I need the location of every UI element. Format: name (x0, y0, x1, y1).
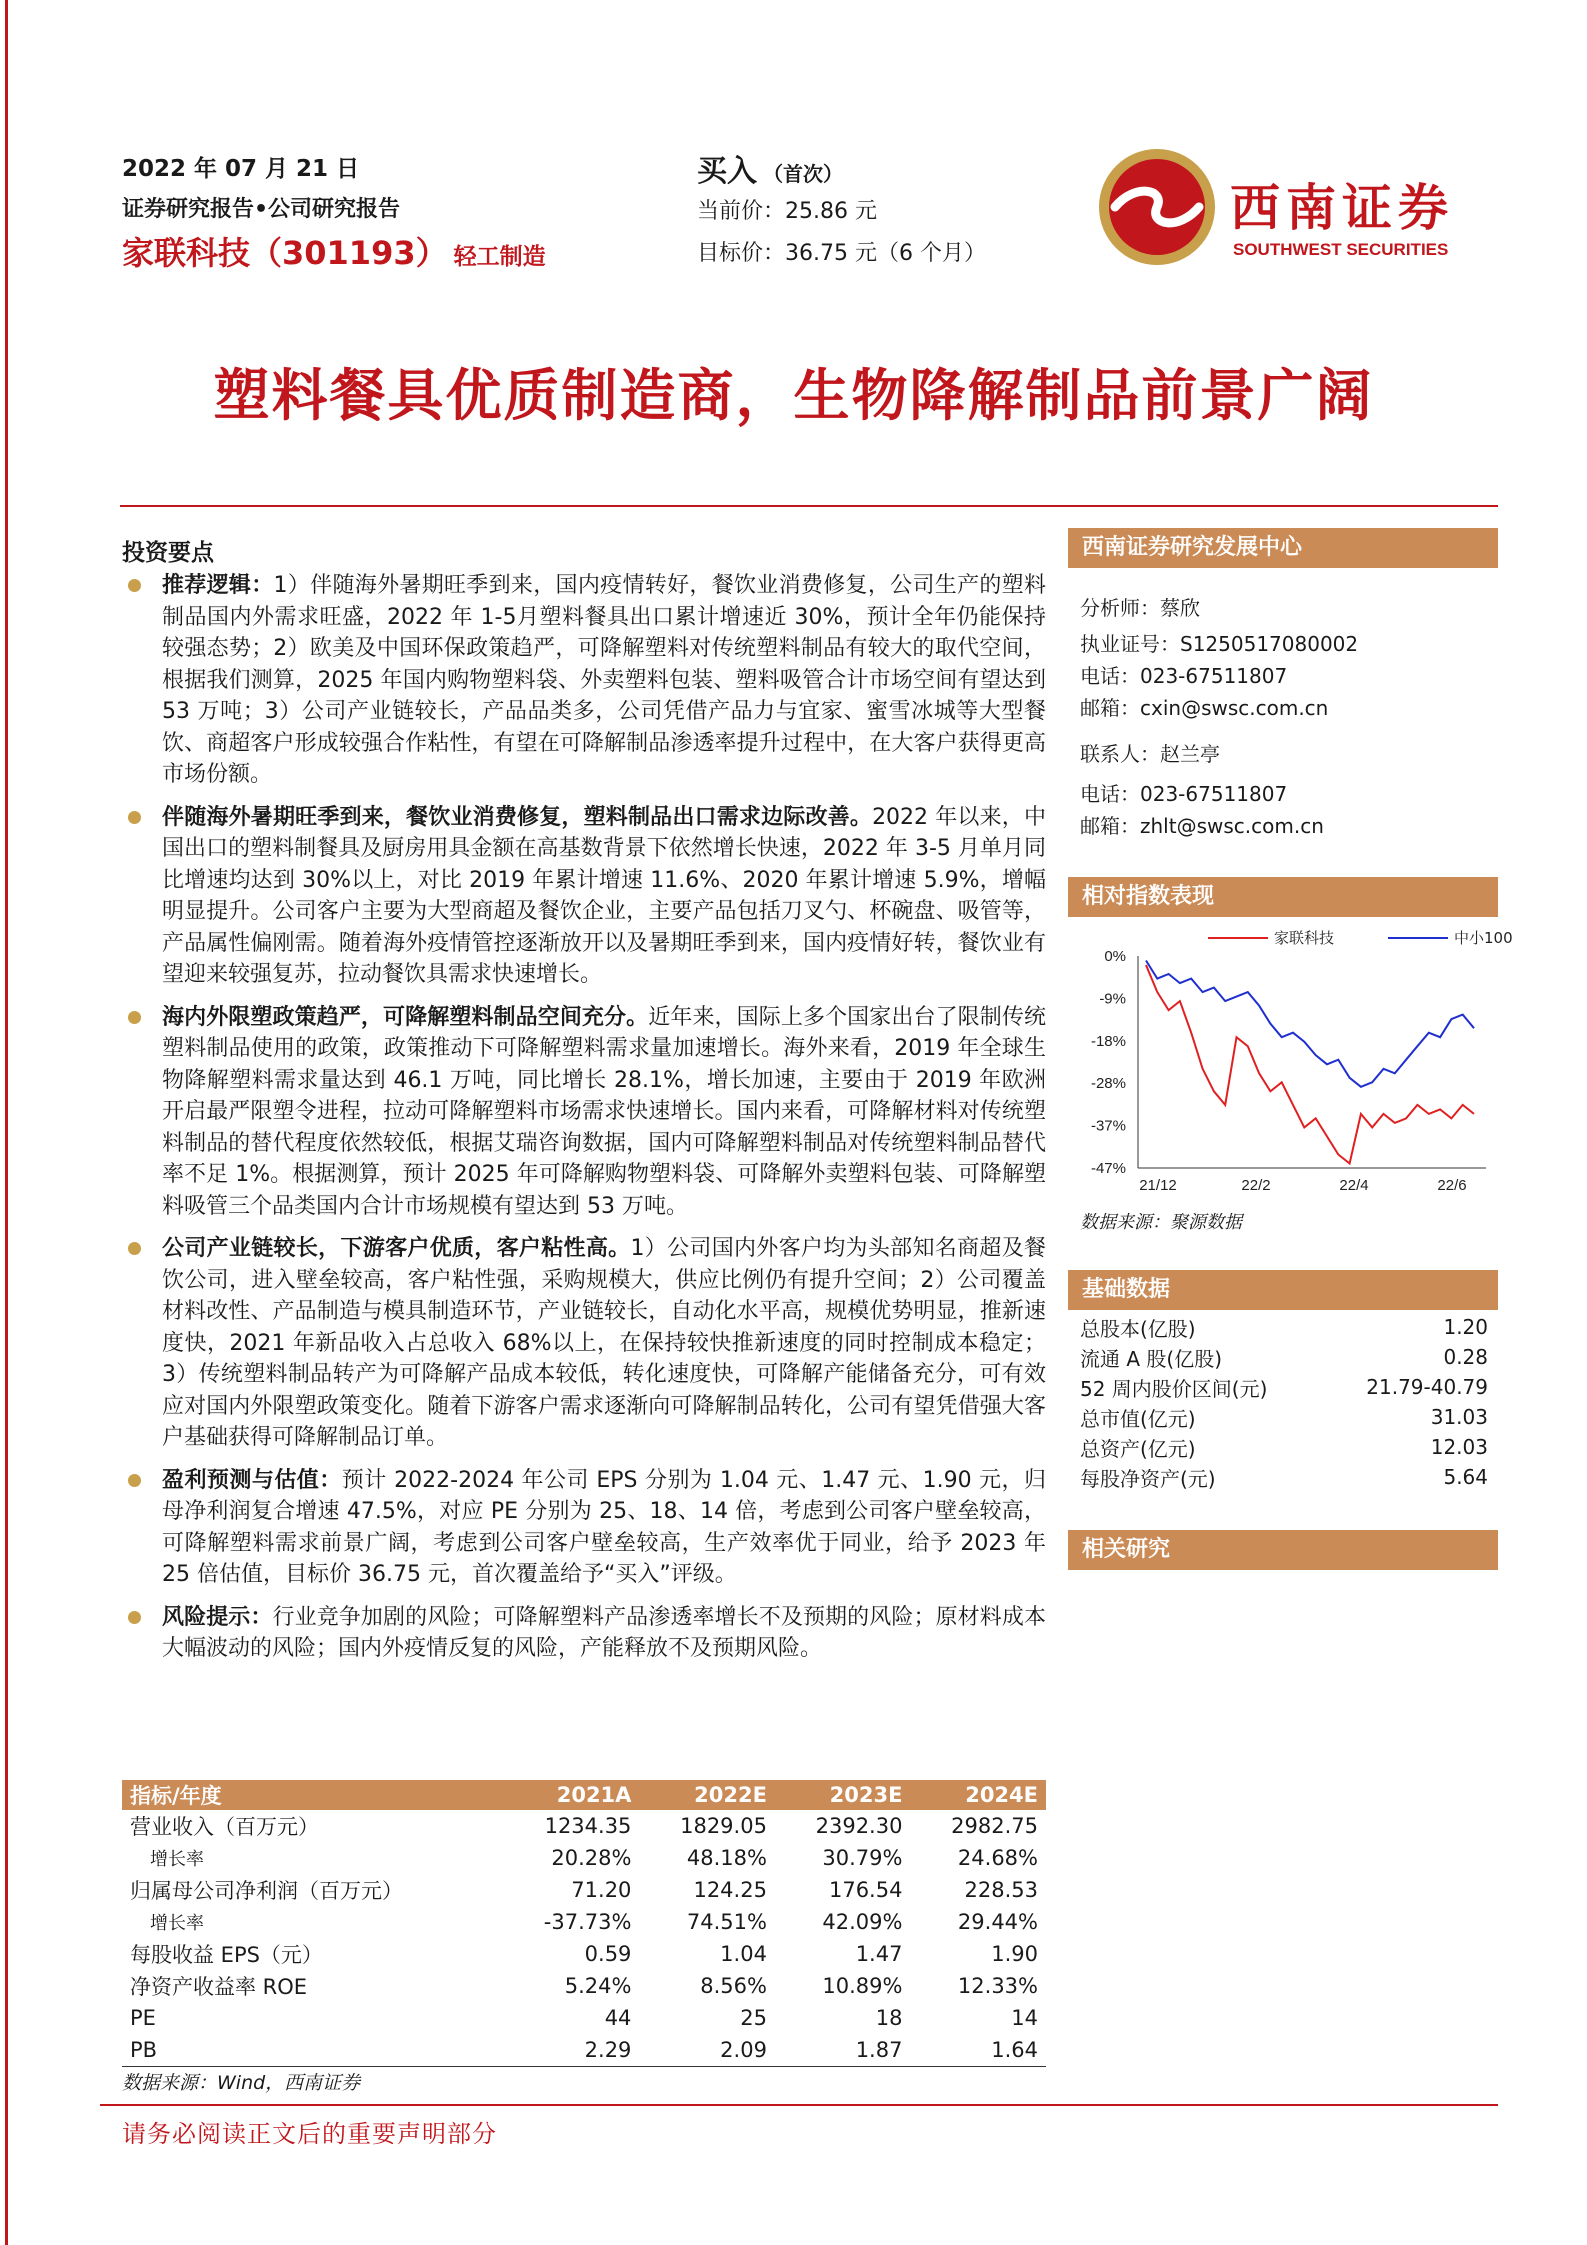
related-research-heading: 相关研究 (1068, 1530, 1498, 1570)
rating-value: 买入 (697, 154, 757, 189)
row-value: 42.09% (822, 1910, 903, 1934)
row-value: 8.56% (700, 1974, 767, 1998)
row-label: 每股收益 EPS（元） (130, 1943, 323, 1967)
basic-data-label: 总股本(亿股) (1080, 1316, 1196, 1341)
basic-data-value: 31.03 (1430, 1405, 1488, 1429)
chart-source-note: 数据来源：聚源数据 (1080, 1212, 1242, 1233)
row-value: 0.59 (584, 1942, 632, 1966)
basic-data-value: 12.03 (1430, 1435, 1488, 1459)
row-label: 净资产收益率 ROE (130, 1975, 308, 1999)
row-value: 1.90 (991, 1942, 1038, 1966)
chart-legend-label: 家联科技 (1274, 929, 1335, 947)
row-value: 176.54 (828, 1878, 903, 1902)
table-header-cell: 2024E (910, 1780, 1046, 1810)
footer-disclaimer: 请务必阅读正文后的重要声明部分 (122, 2120, 497, 2148)
table-row (122, 2002, 1046, 2034)
footer-divider (100, 2104, 1498, 2106)
key-point-3: 海内外限塑政策趋严，可降解塑料制品空间充分。近年来，国际上多个国家出台了限制传统塑料制品使用的政策，政策推动下可降解塑料需求量加速增长。海外来看，2019 年全球生物降解塑料需求量达到 46.1 万吨，同比增长 28.1%，增长加速，主要由于 2019 年欧洲开启最严限塑令进程，拉动可降解塑料市场需求快速增长。国内来看，可降解材料对传统塑料制品的替代程度依然较低，根据艾瑞咨询数据，国内可降解塑料制品对传统塑料制品替代率不足 1%。根据测算，预计 2025 年可降解购物塑料袋、可降解外卖塑料包装、可降解塑料吸管三个品类国内合计市场规模有望达到 53 万吨。 (122, 1002, 1046, 1223)
contact-phone: 电话：023-67511807 (1080, 782, 1288, 806)
target-price: 目标价：36.75 元（6 个月） (697, 241, 986, 266)
row-value: 25 (740, 2006, 767, 2030)
title-divider (120, 505, 1498, 507)
row-value: 24.68% (957, 1846, 1038, 1870)
bullet-dot-icon (128, 1011, 141, 1024)
row-value: 48.18% (686, 1846, 767, 1870)
forecast-table (122, 1780, 1046, 2067)
table-header-cell: 指标/年度 (122, 1780, 503, 1810)
relative-index-heading: 相对指数表现 (1068, 877, 1498, 917)
table-source-note: 数据来源：Wind，西南证券 (122, 2072, 361, 2094)
row-value: 1.64 (910, 2034, 1046, 2067)
row-value: 30.79% (822, 1846, 903, 1870)
chart-series-line (1146, 965, 1474, 1164)
basic-data-value: 0.28 (1443, 1345, 1488, 1369)
row-value: 2392.30 (815, 1814, 903, 1838)
row-label: PB (122, 2034, 503, 2067)
row-value: 1829.05 (680, 1814, 767, 1838)
basic-data-row (1080, 1402, 1488, 1432)
row-value: 1.87 (775, 2034, 911, 2067)
basic-data-label: 流通 A 股(亿股) (1080, 1346, 1223, 1371)
basic-data-row (1080, 1342, 1488, 1372)
row-value: 20.28% (551, 1846, 632, 1870)
chart-y-tick-label: 0% (1104, 948, 1126, 965)
row-value: 10.89% (822, 1974, 903, 1998)
key-point-6: 风险提示：行业竞争加剧的风险；可降解塑料产品渗透率增长不及预期的风险；原材料成本大幅波动的风险；国内外疫情反复的风险，产能释放不及预期风险。 (122, 1602, 1046, 1665)
row-value: 71.20 (571, 1878, 632, 1902)
chart-y-tick-label: -18% (1090, 1032, 1126, 1050)
basic-data-label: 52 周内股价区间(元) (1080, 1376, 1268, 1401)
chart-x-tick-label: 22/2 (1241, 1177, 1271, 1194)
analyst-license: 执业证号：S1250517080002 (1080, 632, 1359, 656)
chart-y-tick-label: -28% (1090, 1075, 1126, 1093)
industry-label: 轻工制造 (453, 244, 546, 270)
table-header-cell: 2023E (775, 1780, 911, 1810)
table-row (122, 1938, 1046, 1970)
row-value: 124.25 (693, 1878, 767, 1902)
row-value: 1.04 (720, 1942, 767, 1966)
key-point-2: 伴随海外暑期旺季到来，餐饮业消费修复，塑料制品出口需求边际改善。2022 年以来，中国出口的塑料制餐具及厨房用具金额在高基数背景下依然增长快速，2022 年 3-5 月单月同比增速均达到 30%以上，对比 2019 年累计增速 11.6%、2020 年累计增速 5.9%，增幅明显提升。公司客户主要为大型商超及餐饮企业，主要产品包括刀叉勺、杯碗盘、吸管等，产品属性偏刚需。随着海外疫情管控逐渐放开以及暑期旺季到来，国内疫情好转，餐饮业有望迎来较强复苏，拉动餐饮具需求快速增长。 (122, 802, 1046, 991)
row-value: 2982.75 (951, 1814, 1038, 1838)
row-label: 增长率 (150, 1849, 204, 1870)
chart-y-tick-label: -37% (1090, 1117, 1126, 1135)
chart-legend-label: 中小100 (1454, 929, 1513, 947)
row-value: -37.73% (543, 1910, 632, 1934)
key-point-1: 推荐逻辑：1）伴随海外暑期旺季到来，国内疫情转好，餐饮业消费修复，公司生产的塑料制品国内外需求旺盛，2022 年 1-5月塑料餐具出口累计增速近 30%，预计全年仍能保持较强态势；2）欧美及中国环保政策趋严，可降解塑料对传统塑料制品有较大的取代空间，根据我们测算，2025 年国内购物塑料袋、外卖塑料包装、塑料吸管合计市场空间有望达到 53 万吨；3）公司产业链较长，产品品类多，公司凭借产品力与宜家、蜜雪冰城等大型餐饮、商超客户形成较强合作粘性，有望在可降解制品渗透率提升过程中，在大客户获得更高市场份额。 (122, 570, 1046, 791)
table-row (122, 1906, 1046, 1938)
logo-chinese-name: 西南证券 (1230, 178, 1454, 237)
relative-index-chart (1068, 920, 1513, 1200)
analyst-phone: 电话：023-67511807 (1080, 664, 1288, 688)
basic-data-row (1080, 1372, 1488, 1402)
rating-note: （首次） (763, 162, 843, 186)
basic-data-heading: 基础数据 (1068, 1270, 1498, 1310)
row-value: 29.44% (957, 1910, 1038, 1934)
row-label: PE (130, 2006, 156, 2030)
analyst-name: 分析师：蔡欣 (1080, 596, 1200, 620)
basic-data-value: 21.79-40.79 (1366, 1375, 1488, 1399)
row-value: 2.29 (503, 2034, 640, 2067)
row-value: 44 (604, 2006, 632, 2030)
bullet-dot-icon (128, 579, 141, 592)
contact-email: 邮箱：zhlt@swsc.com.cn (1080, 814, 1324, 838)
table-row (122, 1842, 1046, 1874)
table-header-cell: 2022E (639, 1780, 775, 1810)
row-value: 5.24% (564, 1974, 632, 1998)
report-type: 证券研究报告•公司研究报告 (122, 197, 401, 222)
key-point-4: 公司产业链较长，下游客户优质，客户粘性高。1）公司国内外客户均为头部知名商超及餐饮公司，进入壁垒较高，客户粘性强，采购规模大，供应比例仍有提升空间；2）公司覆盖材料改性、产品制造与模具制造环节，产业链较长，自动化水平高，规模优势明显，推新速度快，2021 年新品收入占总收入 68%以上，在保持较快推新速度的同时控制成本稳定；3）传统塑料制品转产为可降解产品成本较低，转化速度快，可降解产能储备充分，可有效应对国内外限塑政策变化。随着下游客户需求逐渐向可降解制品转化，公司有望凭借强大客户基础获得可降解制品订单。 (122, 1233, 1046, 1454)
row-label: 归属母公司净利润（百万元） (130, 1879, 403, 1903)
forecast-table-header (122, 1780, 1046, 1810)
company-line (122, 228, 546, 274)
report-date: 2022 年 07 月 21 日 (122, 156, 360, 182)
basic-data-value: 5.64 (1443, 1465, 1488, 1489)
rating (697, 146, 843, 190)
key-point-5: 盈利预测与估值：预计 2022-2024 年公司 EPS 分别为 1.04 元、1.47 元、1.90 元，归母净利润复合增速 47.5%，对应 PE 分别为 25、18、14 倍，考虑到公司客户壁垒较高，可降解塑料需求前景广阔，考虑到公司客户壁垒较高，生产效率优于同业，给予 2023 年 25 倍估值，目标价 36.75 元，首次覆盖给予“买入”评级。 (122, 1465, 1046, 1591)
basic-data-label: 总资产(亿元) (1080, 1436, 1196, 1461)
left-accent-bar (5, 0, 8, 2245)
bullet-dot-icon (128, 1242, 141, 1255)
contact-name: 联系人：赵兰亭 (1080, 742, 1220, 766)
company-name: 家联科技（301193） (122, 234, 448, 272)
row-label: 增长率 (150, 1913, 204, 1934)
chart-series-line (1146, 961, 1474, 1087)
chart-x-tick-label: 21/12 (1139, 1177, 1177, 1194)
basic-data-row (1080, 1312, 1488, 1342)
basic-data-row (1080, 1432, 1488, 1462)
table-row (122, 1874, 1046, 1906)
chart-y-tick-label: -47% (1090, 1160, 1126, 1177)
table-header-cell: 2021A (503, 1780, 640, 1810)
key-points-list (122, 570, 1046, 1676)
company-logo-icon (1095, 145, 1225, 270)
row-value: 1.47 (855, 1942, 903, 1966)
bullet-dot-icon (128, 811, 141, 824)
logo-english-name: SOUTHWEST SECURITIES (1233, 240, 1449, 259)
chart-x-tick-label: 22/4 (1339, 1177, 1369, 1194)
row-value: 12.33% (957, 1974, 1038, 1998)
chart-x-tick-label: 22/6 (1437, 1177, 1467, 1194)
row-value: 228.53 (964, 1878, 1038, 1902)
basic-data-label: 总市值(亿元) (1080, 1406, 1196, 1431)
bullet-dot-icon (128, 1611, 141, 1624)
row-value: 14 (1011, 2006, 1038, 2030)
report-title: 塑料餐具优质制造商，生物降解制品前景广阔 (213, 363, 1374, 429)
basic-data-row (1080, 1462, 1488, 1492)
row-label: 营业收入（百万元） (130, 1815, 319, 1839)
key-points-heading: 投资要点 (122, 540, 214, 566)
row-value: 1234.35 (544, 1814, 632, 1838)
table-row (122, 1970, 1046, 2002)
row-value: 2.09 (639, 2034, 775, 2067)
table-row (122, 1810, 1046, 1842)
basic-data-value: 1.20 (1443, 1315, 1488, 1339)
row-value: 74.51% (686, 1910, 767, 1934)
current-price: 当前价：25.86 元 (697, 199, 877, 224)
chart-y-tick-label: -9% (1099, 990, 1126, 1008)
bullet-dot-icon (128, 1474, 141, 1487)
table-row (122, 2034, 1046, 2067)
row-value: 18 (875, 2006, 903, 2030)
analyst-email: 邮箱：cxin@swsc.com.cn (1080, 696, 1329, 720)
basic-data-table (1080, 1312, 1488, 1492)
basic-data-label: 每股净资产(元) (1080, 1466, 1216, 1491)
research-center-heading: 西南证券研究发展中心 (1068, 528, 1498, 568)
